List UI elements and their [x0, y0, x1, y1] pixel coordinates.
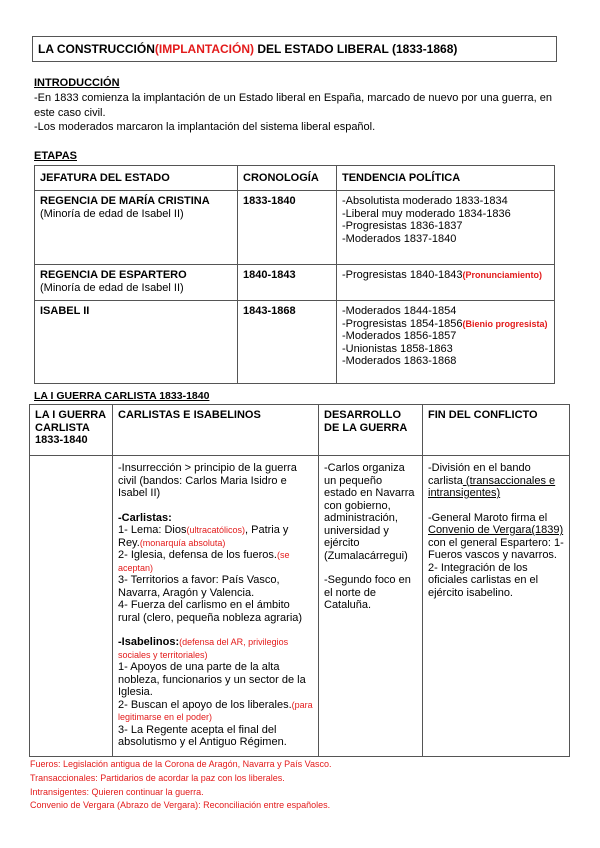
- footnote: Fueros: Legislación antigua de la Corona de Aragón, Navarra y País Vasco.: [30, 759, 332, 769]
- note: (ultracatólicos): [186, 525, 246, 535]
- desarrollo-text: -Segundo foco en el norte de Cataluña.: [324, 574, 411, 611]
- page-title: [32, 36, 557, 62]
- text: , Patria y Rey.: [118, 524, 289, 549]
- carlistas-point: 3- Territorios a favor: País Vasco, Navarra, Aragón y Valencia.: [118, 574, 280, 599]
- carlistas-label: -Carlistas:: [118, 511, 172, 524]
- etapas-table: [34, 165, 555, 384]
- header-cell: CARLISTAS E ISABELINOS: [113, 405, 319, 456]
- etapas-heading: ETAPAS: [34, 150, 77, 162]
- guerra-table: [29, 404, 570, 757]
- table-header-row: [35, 166, 555, 191]
- tendencia: [342, 318, 549, 331]
- fin-text: [428, 462, 564, 500]
- fin-text: [428, 512, 564, 562]
- intro-heading: INTRODUCCIÓN: [34, 77, 120, 89]
- table-row: [35, 191, 555, 265]
- empty-cell: [30, 456, 113, 757]
- note: (defensa del AR, privilegios sociales y territoriales): [118, 637, 289, 660]
- tendencia: -Moderados 1856-1857: [342, 330, 457, 342]
- guerra-heading: LA I GUERRA CARLISTA 1833-1840: [34, 390, 210, 402]
- label: -Isabelinos:: [118, 636, 180, 648]
- header-cell: JEFATURA DEL ESTADO: [35, 166, 238, 191]
- text: 2- Buscan el apoyo de los liberales.: [118, 698, 292, 711]
- footnote: Transaccionales: Partidarios de acordar la paz con los liberales.: [30, 772, 285, 783]
- text: 2- Iglesia, defensa de los fueros.: [118, 549, 277, 561]
- header-cell: FIN DEL CONFLICTO: [423, 405, 570, 456]
- note: (para legitimarse en el poder): [118, 699, 313, 722]
- tendencia-note: (Bienio progresista): [462, 318, 548, 329]
- intro-line: -Los moderados marcaron la implantación del sistema liberal español.: [34, 121, 376, 133]
- row-name: ISABEL II: [40, 305, 90, 317]
- insurreccion-text: -Insurrección > principio de la guerra civil (bandos: Carlos Maria Isidro e Isabel II): [118, 462, 297, 499]
- tendencia: -Liberal muy moderado 1834-1836: [342, 207, 511, 220]
- intro-line: -En 1833 comienza la implantación de un Estado liberal en España, marcado de nuevo por una guerra, en este caso civil.: [34, 92, 552, 119]
- title-text: LA CONSTRUCCIÓN: [38, 42, 155, 56]
- tendencia: -Progresistas 1836-1837: [342, 220, 463, 232]
- text: con el general Espartero: 1- Fueros vascos y navarros.: [428, 536, 564, 561]
- footnote: Convenio de Vergara (Abrazo de Vergara): Reconciliación entre españoles.: [30, 800, 331, 811]
- row-dates: 1843-1868: [238, 301, 337, 384]
- row-sub: (Minoría de edad de Isabel II): [40, 281, 184, 294]
- isabelinos-point: 3- La Regente acepta el final del absolutismo y el Antiguo Régimen.: [118, 723, 287, 748]
- tendencia: [342, 269, 549, 282]
- row-name: REGENCIA DE ESPARTERO: [40, 269, 187, 281]
- carlistas-point: [118, 549, 313, 574]
- carlistas-point: [118, 524, 313, 549]
- isabelinos-label: [118, 636, 313, 661]
- desarrollo-text: -Carlos organiza un pequeño estado en Navarra con gobierno, administración, universidad y ejército (Zumalacárregui): [324, 462, 415, 562]
- header-cell: DESARROLLO DE LA GUERRA: [319, 405, 423, 456]
- text: -División en el bando carlista: [428, 462, 531, 487]
- title-highlight: (IMPLANTACIÓN): [154, 42, 254, 56]
- underlined-text: Convenio de Vergara(1839): [428, 524, 564, 536]
- header-cell: TENDENCIA POLÍTICA: [337, 166, 555, 191]
- carlistas-point: 4- Fuerza del carlismo en el ámbito rural (clero, pequeña nobleza agraria): [118, 599, 303, 624]
- table-row: [35, 301, 555, 384]
- text: -General Maroto firma el: [428, 511, 548, 524]
- header-cell: CRONOLOGÍA: [238, 166, 337, 191]
- tendencia: -Moderados 1837-1840: [342, 232, 457, 245]
- text: 1- Lema: Dios: [118, 524, 187, 536]
- table-row: [35, 265, 555, 301]
- title-text-end: DEL ESTADO LIBERAL (1833-1868): [253, 42, 458, 56]
- tendencia: -Absolutista moderado 1833-1834: [342, 195, 508, 207]
- table-header-row: [30, 405, 570, 456]
- underlined-text: (transaccionales e intransigentes): [428, 474, 556, 499]
- row-sub: (Minoría de edad de Isabel II): [40, 207, 184, 220]
- tendencia: -Moderados 1863-1868: [342, 355, 457, 367]
- tendencia-text: -Progresistas 1840-1843: [342, 269, 463, 281]
- header-cell: LA I GUERRA CARLISTA 1833-1840: [30, 405, 113, 456]
- tendencia-text: -Progresistas 1854-1856: [342, 317, 463, 330]
- row-dates: 1833-1840: [238, 191, 337, 265]
- isabelinos-point: [118, 699, 313, 724]
- tendencia-note: (Pronunciamiento): [462, 270, 542, 280]
- tendencia: -Moderados 1844-1854: [342, 305, 457, 317]
- tendencia: -Unionistas 1858-1863: [342, 342, 453, 355]
- note: (monarquía absoluta): [139, 537, 226, 548]
- footnotes: [30, 758, 332, 813]
- row-dates: 1840-1843: [238, 265, 337, 301]
- fin-text: 2- Integración de los oficiales carlistas en el ejército isabelino.: [428, 561, 539, 599]
- intro-text: [34, 91, 554, 135]
- footnote: Intransigentes: Quieren continuar la guerra.: [30, 786, 204, 797]
- row-name: REGENCIA DE MARÍA CRISTINA: [40, 195, 210, 207]
- note: (se aceptan): [118, 550, 290, 573]
- table-row: [30, 456, 570, 757]
- isabelinos-point: 1- Apoyos de una parte de la alta nobleza, funcionarios y un sector de la Iglesia.: [118, 661, 306, 698]
